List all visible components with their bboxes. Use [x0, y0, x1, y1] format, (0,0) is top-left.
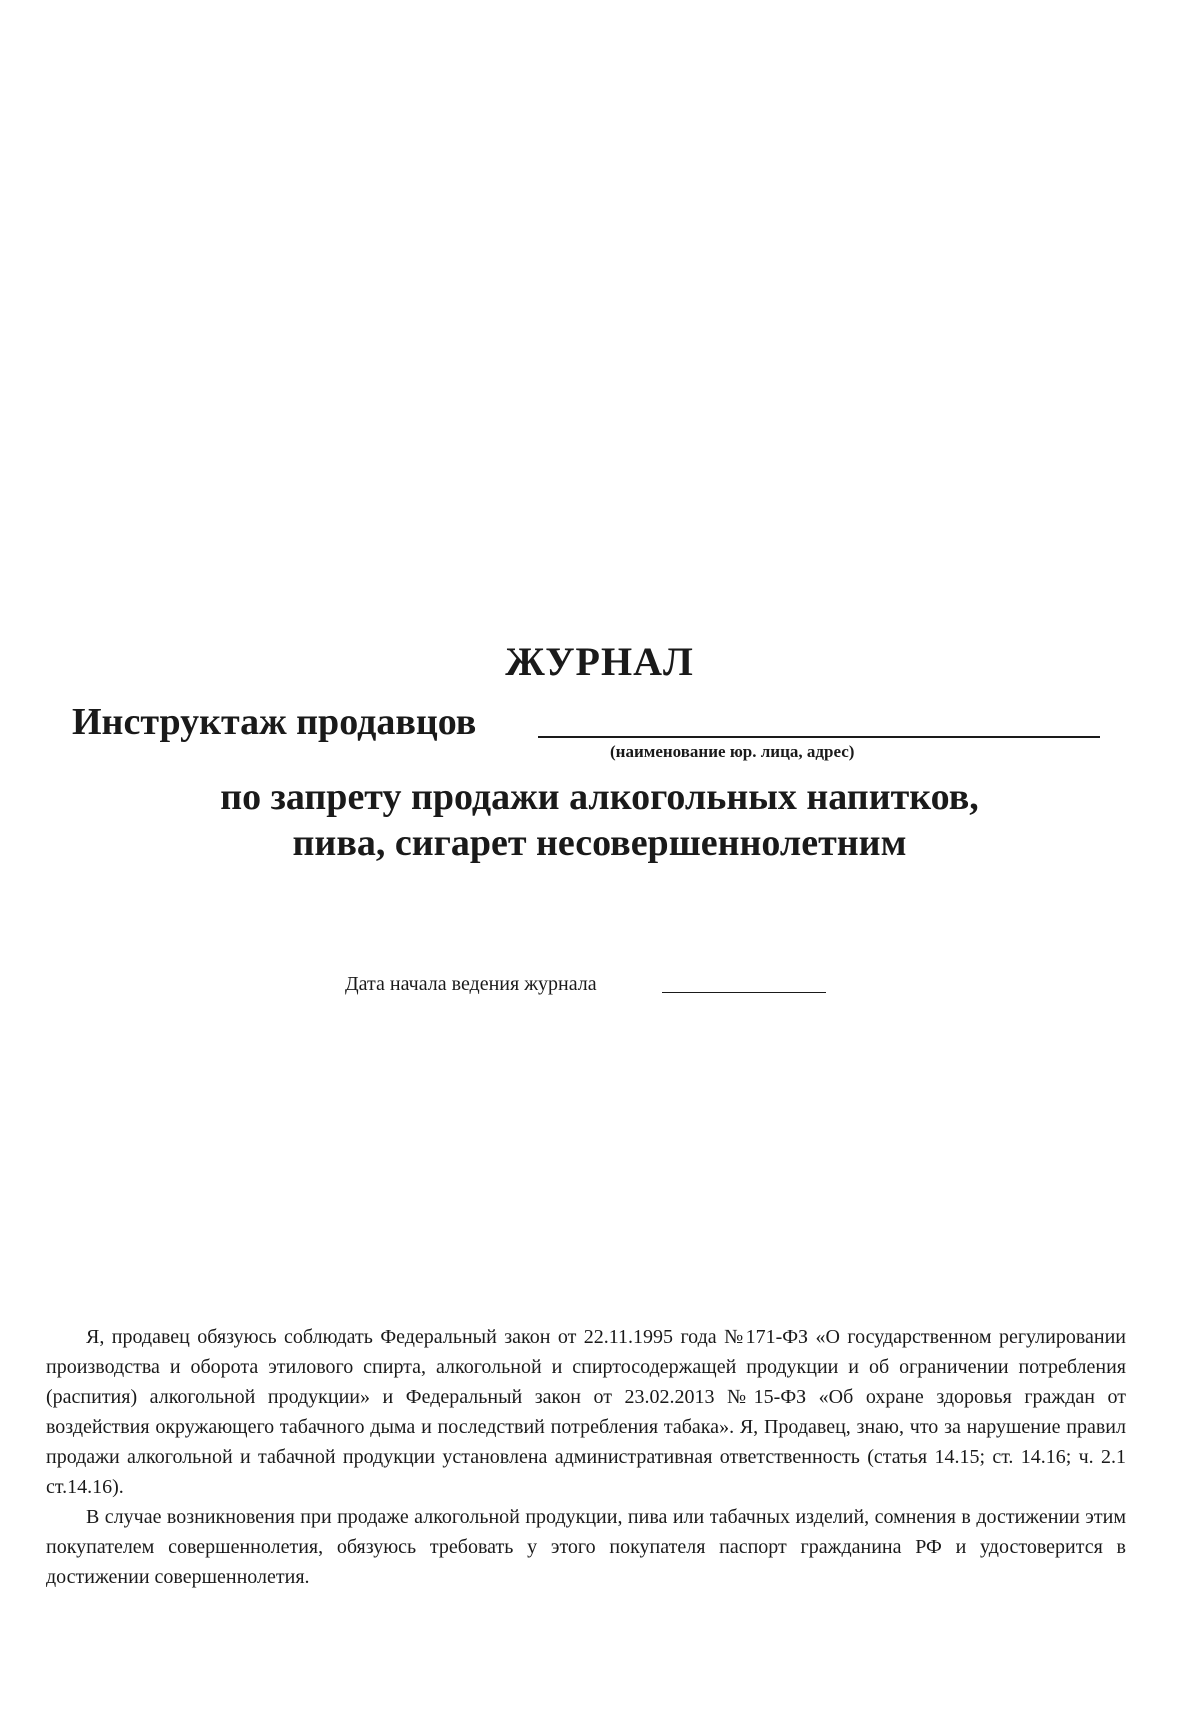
journal-subtitle: [0, 774, 1199, 866]
start-date-label: Дата начала ведения журнала: [345, 973, 597, 995]
obligation-paragraph-1: Я, продавец обязуюсь соблюдать Федеральный закон от 22.11.1995 года №171-ФЗ «О государственном регулировании производства и оборота этилового спирта, алкогольной и спиртосодержащей продукции и об ограничении потребления (распития) алкогольной продукции» и Федеральный закон от 23.02.2013 №15-ФЗ «Об охране здоровья граждан от воздействия окружающего табачного дыма и последствий потребления табака». Я, Продавец, знаю, что за нарушение правил продажи алкогольной и табачной продукции установлена административная ответственность (статья 14.15; ст. 14.16; ч. 2.1 ст.14.16).: [46, 1326, 1126, 1498]
page-title: ЖУРНАЛ: [505, 639, 694, 684]
subtitle-line-2: пива, сигарет несовершеннолетним: [292, 822, 907, 864]
instruction-label: Инструктаж продавцов: [72, 701, 477, 743]
start-date-blank-line: [662, 992, 826, 993]
entity-name-caption: (наименование юр. лица, адрес): [610, 742, 855, 761]
obligation-text: [46, 1322, 1126, 1592]
entity-name-blank-line: [538, 736, 1100, 738]
subtitle-line-1: по запрету продажи алкогольных напитков,: [220, 776, 979, 818]
obligation-paragraph-2: В случае возникновения при продаже алкогольной продукции, пива или табачных изделий, сомнения в достижении этим покупателем совершеннолетия, обязуюсь требовать у этого покупателя паспорт гражданина РФ и удостоверится в достижении совершеннолетия.: [46, 1506, 1126, 1588]
